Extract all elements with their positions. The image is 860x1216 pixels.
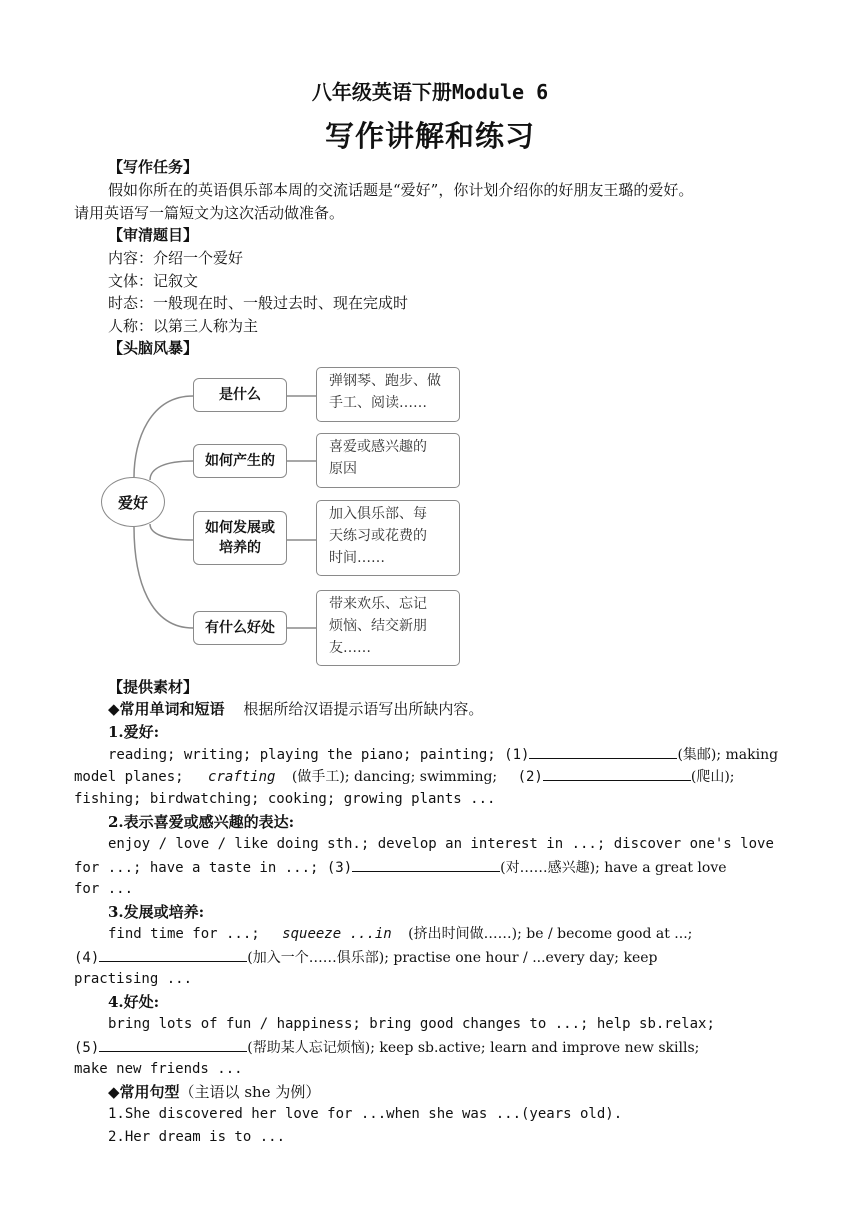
- text-segment: (爬山);: [690, 769, 735, 785]
- text-segment: (对……感兴趣); have a great love: [500, 860, 727, 876]
- detail-line: 加入俱乐部、每: [329, 506, 427, 522]
- section4-line3: make new friends ...: [74, 1061, 243, 1077]
- section3-line2: [74, 946, 790, 969]
- analysis-heading: 【审清题目】: [108, 226, 199, 244]
- branch-origin-node: 如何产生的: [193, 444, 287, 478]
- page-title-line2: 写作讲解和练习: [324, 119, 535, 153]
- text-segment: (5): [74, 1040, 100, 1056]
- section2-heading: 2.表示喜爱或感兴趣的表达:: [108, 813, 295, 831]
- task-line-1: 假如你所在的英语俱乐部本周的交流话题是“爱好”，你计划介绍你的好朋友王璐的爱好。: [108, 181, 694, 199]
- branch-develop-detail: [316, 500, 460, 576]
- section3-heading: 3.发展或培养:: [108, 903, 205, 921]
- branch-benefit-node: 有什么好处: [193, 611, 287, 645]
- vocab-intro: [108, 698, 790, 720]
- detail-line: 时间……: [329, 550, 385, 566]
- sentence-2: 2.Her dream is to ...: [108, 1129, 286, 1145]
- page-title-line1: 八年级英语下册Module 6: [311, 80, 549, 104]
- detail-line: 弹钢琴、跑步、做: [329, 373, 441, 389]
- text-segment: find time for ...;: [108, 926, 260, 942]
- text-segment: crafting: [208, 769, 276, 785]
- vocab-instruction: 根据所给汉语提示语写出所缺内容。: [243, 700, 484, 718]
- text-segment: (加入一个……俱乐部); practise one hour / ...every day; keep: [247, 950, 658, 966]
- blank-3[interactable]: [352, 856, 500, 872]
- text-segment: (2): [517, 769, 543, 785]
- detail-line: 原因: [329, 461, 357, 477]
- sentence-patterns-heading-line: [108, 1081, 790, 1103]
- sentence-patterns-heading: ◆常用句型: [108, 1083, 180, 1101]
- section3-line3: practising ...: [74, 971, 193, 987]
- analysis-content: 内容：介绍一个爱好: [108, 249, 244, 267]
- materials-heading: 【提供素材】: [108, 678, 199, 696]
- branch-what-node: 是什么: [193, 378, 287, 412]
- section1-line1: [108, 743, 790, 766]
- section4-line2: [74, 1036, 790, 1059]
- branch-benefit-detail: [316, 590, 460, 666]
- section2-line3: for ...: [74, 881, 134, 897]
- text-segment: for ...; have a taste in ...; (3): [74, 860, 353, 876]
- vocab-heading: ◆常用单词和短语: [108, 700, 225, 718]
- analysis-person: 人称：以第三人称为主: [108, 317, 259, 335]
- section1-line3: fishing; birdwatching; cooking; growing plants ...: [74, 791, 496, 807]
- mind-map-center-node: 爱好: [101, 477, 165, 527]
- blank-2[interactable]: [543, 765, 691, 781]
- section1-line2: [74, 765, 790, 788]
- branch-origin-detail: [316, 433, 460, 488]
- text-segment: model planes;: [74, 769, 184, 785]
- branch-what-detail: [316, 367, 460, 422]
- blank-5[interactable]: [99, 1036, 247, 1052]
- text-segment: (做手工); dancing; swimming;: [291, 769, 498, 785]
- task-heading: 【写作任务】: [108, 158, 199, 176]
- sentence-1: 1.She discovered her love for ...when she was ...(years old).: [108, 1106, 623, 1122]
- section2-line1: enjoy / love / like doing sth.; develop an interest in ...; discover one's love: [108, 836, 774, 852]
- text-segment: (集邮); making: [677, 747, 779, 763]
- text-segment: reading; writing; playing the piano; painting; (1): [108, 747, 530, 763]
- brainstorm-heading: 【头脑风暴】: [108, 339, 199, 357]
- detail-line: 带来欢乐、忘记: [329, 596, 427, 612]
- section4-heading: 4.好处:: [108, 993, 160, 1011]
- text-segment: (4): [74, 950, 100, 966]
- task-line-2: 请用英语写一篇短文为这次活动做准备。: [74, 204, 345, 222]
- sentence-patterns-note: （主语以 she 为例）: [179, 1083, 321, 1101]
- text-segment: squeeze ...in: [282, 926, 392, 942]
- text-segment: (挤出时间做……); be / become good at ...;: [408, 926, 693, 942]
- detail-line: 天练习或花费的: [329, 528, 427, 544]
- section2-line2: [74, 856, 790, 879]
- analysis-tense: 时态：一般现在时、一般过去时、现在完成时: [108, 294, 409, 312]
- analysis-style: 文体：记叙文: [108, 272, 199, 290]
- blank-1[interactable]: [529, 743, 677, 759]
- section3-line1: [108, 923, 790, 945]
- branch-develop-label-line2: 培养的: [219, 540, 261, 556]
- text-segment: (帮助某人忘记烦恼); keep sb.active; learn and improve new skills;: [247, 1040, 700, 1056]
- detail-line: 手工、阅读……: [329, 395, 427, 411]
- detail-line: 烦恼、结交新朋: [329, 618, 427, 634]
- branch-develop-label-line1: 如何发展或: [205, 520, 275, 536]
- detail-line: 友……: [329, 640, 371, 656]
- blank-4[interactable]: [99, 946, 247, 962]
- section4-line1: bring lots of fun / happiness; bring good changes to ...; help sb.relax;: [108, 1016, 715, 1032]
- branch-develop-node: [193, 511, 287, 565]
- section1-heading: 1.爱好:: [108, 723, 160, 741]
- detail-line: 喜爱或感兴趣的: [329, 439, 427, 455]
